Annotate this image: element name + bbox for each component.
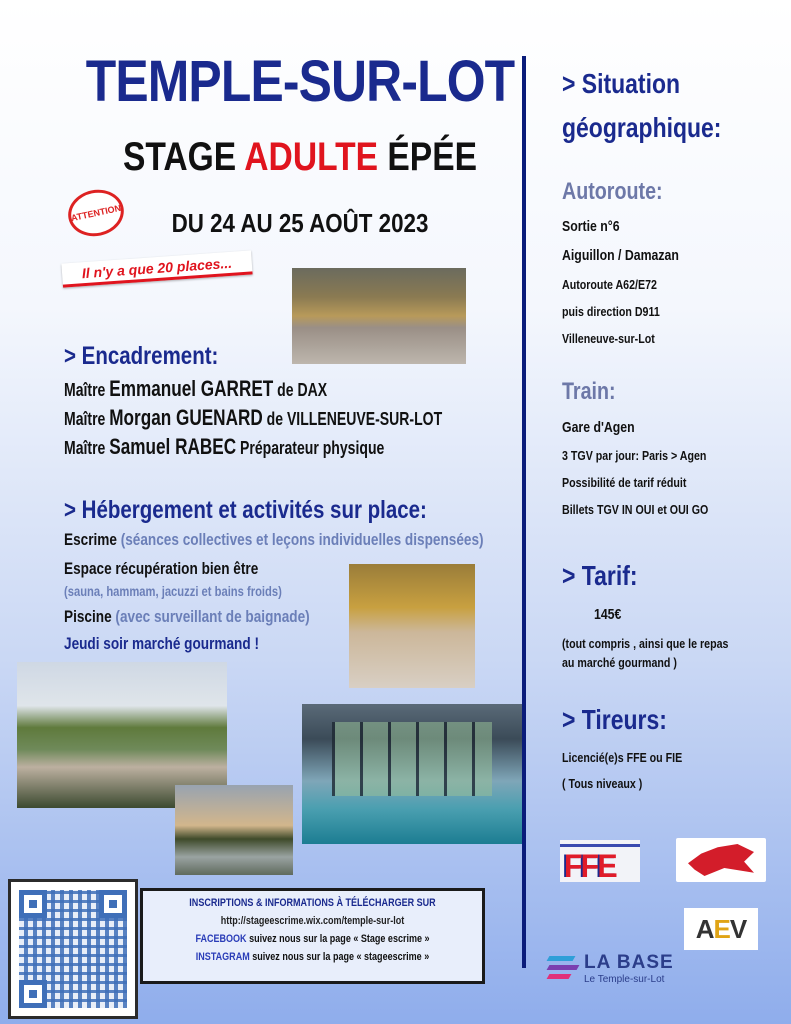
- stamp-text: ATTENTION: [70, 202, 122, 224]
- train-line: Gare d'Agen: [562, 419, 635, 436]
- info-box: [140, 888, 485, 984]
- autoroute-heading: Autoroute:: [562, 178, 663, 205]
- activity-jeudi: Jeudi soir marché gourmand !: [64, 634, 259, 653]
- autoroute-line: Sortie n°6: [562, 218, 620, 235]
- page-title: TEMPLE-SUR-LOT: [85, 49, 515, 114]
- tarif-price: 145€: [594, 606, 622, 623]
- tireurs-line: ( Tous niveaux ): [562, 776, 643, 791]
- info-heading: INSCRIPTIONS & INFORMATIONS À TÉLÉCHARGER SUR: [189, 897, 436, 909]
- ffe-logo: FFE: [560, 840, 640, 882]
- situation-heading-2: géographique:: [562, 112, 722, 143]
- labase-name: LA BASE: [584, 952, 674, 973]
- subtitle-highlight: ADULTE: [244, 135, 379, 179]
- labase-tagline: Le Temple-sur-Lot: [584, 974, 665, 985]
- sunset-photo: [175, 785, 293, 875]
- instagram-line[interactable]: INSTAGRAM suivez nous sur la page « stageescrime »: [195, 951, 430, 963]
- master-3: Maître Samuel RABEC Préparateur physique: [64, 434, 385, 459]
- labase-mark-icon: [548, 956, 578, 980]
- activity-escrime: Escrime (séances collectives et leçons individuelles dispensées): [64, 530, 484, 549]
- master-2: Maître Morgan GUENARD de VILLENEUVE-SUR-LOT: [64, 405, 443, 430]
- gym-photo: [292, 268, 466, 364]
- lion-logo: [676, 838, 766, 882]
- website-link[interactable]: http://stageescrime.wix.com/temple-sur-lot: [220, 915, 405, 927]
- tarif-note: (tout compris , ainsi que le repas: [562, 636, 729, 651]
- subtitle-pre: STAGE: [122, 135, 245, 179]
- tireurs-heading: > Tireurs:: [562, 704, 667, 735]
- autoroute-line: puis direction D911: [562, 304, 660, 319]
- activity-piscine: Piscine (avec surveillant de baignade): [64, 607, 310, 626]
- aev-logo: A E V: [684, 908, 758, 950]
- stage-dates: DU 24 AU 25 AOÛT 2023: [171, 208, 429, 238]
- activity-espace: Espace récupération bien être: [64, 559, 259, 578]
- train-heading: Train:: [562, 378, 616, 405]
- fencing-photo: [349, 564, 475, 688]
- subtitle-post: ÉPÉE: [378, 135, 478, 179]
- encadrement-heading: > Encadrement:: [64, 342, 219, 370]
- activity-espace-detail: (sauna, hammam, jacuzzi et bains froids): [64, 583, 282, 599]
- stage-subtitle: [48, 135, 552, 180]
- hebergement-heading: > Hébergement et activités sur place:: [64, 496, 427, 524]
- autoroute-line: Autoroute A62/E72: [562, 277, 657, 292]
- tarif-heading: > Tarif:: [562, 560, 638, 591]
- train-line: Billets TGV IN OUI et OUI GO: [562, 502, 709, 517]
- labase-logo: [548, 950, 688, 990]
- autoroute-line: Aiguillon / Damazan: [562, 247, 679, 264]
- facebook-line[interactable]: FACEBOOK suivez nous sur la page « Stage escrime »: [195, 933, 430, 945]
- situation-heading-1: > Situation: [562, 68, 681, 99]
- tarif-note: au marché gourmand ): [562, 655, 677, 670]
- train-line: Possibilité de tarif réduit: [562, 475, 687, 490]
- qr-code-icon[interactable]: [8, 879, 138, 1019]
- tireurs-line: Licencié(e)s FFE ou FIE: [562, 750, 683, 765]
- column-divider: [522, 56, 526, 968]
- autoroute-line: Villeneuve-sur-Lot: [562, 331, 655, 346]
- pool-photo: [302, 704, 522, 844]
- master-1: Maître Emmanuel GARRET de DAX: [64, 376, 328, 401]
- places-banner: Il n'y a que 20 places...: [61, 250, 252, 287]
- train-line: 3 TGV par jour: Paris > Agen: [562, 448, 707, 463]
